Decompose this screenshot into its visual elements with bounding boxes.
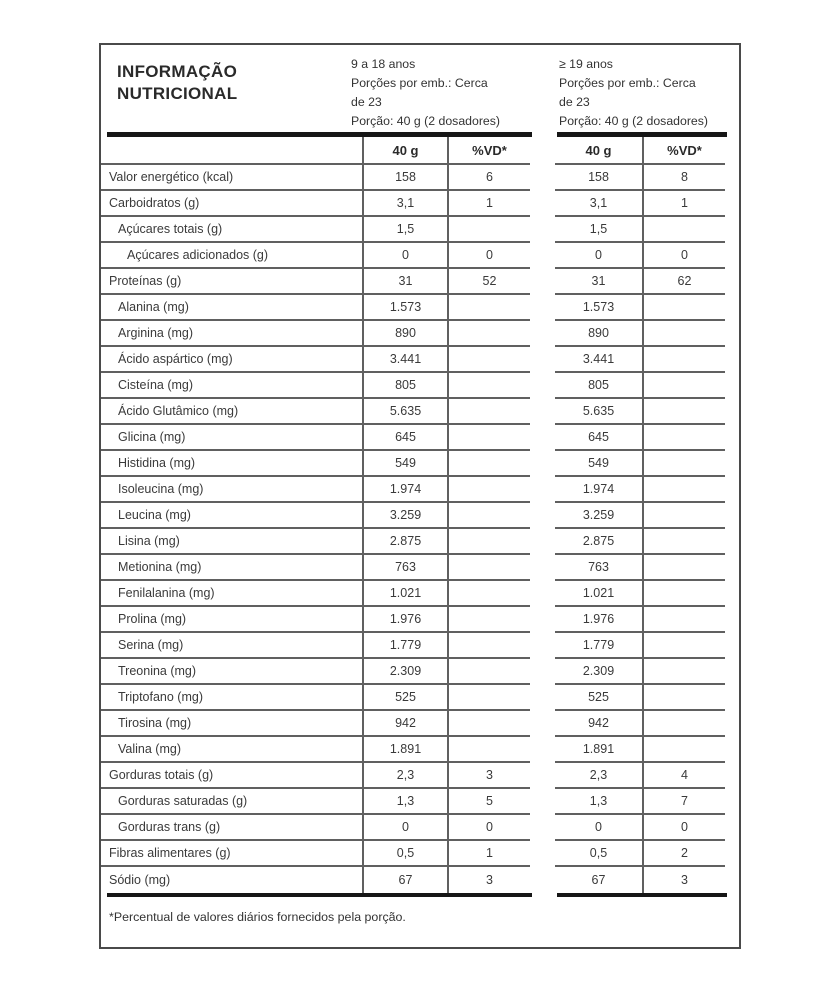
footnote: *Percentual de valores diários fornecidos pela porção. [109,910,406,924]
group-gap [530,529,555,555]
age-group-1-range: 9 a 18 anos [351,57,416,71]
qty-9-18: 0 [362,815,447,841]
qty-9-18: 549 [362,451,447,477]
vd-9-18 [447,581,530,607]
table-row [101,399,739,425]
qty-19plus: 67 [591,873,606,887]
nutrient-name: Isoleucina (mg) [101,477,362,503]
vd-19plus [642,399,725,425]
vd-9-18 [447,347,530,373]
vd-19plus: 1 [642,191,725,217]
qty-19plus: 3,1 [555,191,642,217]
table-row [101,711,739,737]
group-gap [530,555,555,581]
vd-19plus [642,503,725,529]
vd-9-18 [447,685,530,711]
qty-19plus: 645 [555,425,642,451]
group-gap [530,763,555,789]
group-gap [530,425,555,451]
table-row [101,607,739,633]
vd-9-18 [447,503,530,529]
vd-19plus [642,581,725,607]
group-gap [530,165,555,191]
qty-9-18: 31 [362,269,447,295]
nutrient-name: Arginina (mg) [101,321,362,347]
group-gap [530,191,555,217]
group-gap [530,815,555,841]
nutrient-name: Glicina (mg) [101,425,362,451]
group-gap [530,243,555,269]
group-gap [530,217,555,243]
qty-9-18: 2.309 [362,659,447,685]
qty-9-18: 2.875 [362,529,447,555]
table-row [101,503,739,529]
nutrient-name: Fibras alimentares (g) [101,841,362,867]
age-group-2-servings-line2: de 23 [559,95,590,110]
qty-19plus: 1.976 [555,607,642,633]
nutrient-name: Gorduras trans (g) [101,815,362,841]
column-header-vd-19plus: %VD* [642,137,725,165]
nutrient-name: Valina (mg) [101,737,362,763]
qty-19plus: 805 [555,373,642,399]
table-row [101,867,739,893]
group-gap [530,789,555,815]
age-group-1-servings-line1: Porções por emb.: Cerca [351,76,488,91]
qty-19plus: 158 [555,165,642,191]
qty-9-18: 2,3 [362,763,447,789]
vd-19plus [642,737,725,763]
vd-19plus: 3 [642,867,725,893]
age-group-1-portion: Porção: 40 g (2 dosadores) [351,114,501,129]
vd-9-18 [447,737,530,763]
nutrient-name: Alanina (mg) [101,295,362,321]
vd-9-18 [447,711,530,737]
vd-9-18: 6 [447,165,530,191]
nutrient-name: Histidina (mg) [101,451,362,477]
table-row [101,321,739,347]
group-gap [530,685,555,711]
nutrient-name: Gorduras saturadas (g) [101,789,362,815]
vd-19plus [642,347,725,373]
nutrient-name: Treonina (mg) [101,659,362,685]
vd-19plus: 0 [642,243,725,269]
vd-9-18 [447,451,530,477]
nutrient-name: Prolina (mg) [101,607,362,633]
table-row [101,477,739,503]
qty-9-18: 0 [362,243,447,269]
column-header-row [101,137,739,165]
qty-19plus: 0 [555,815,642,841]
table-row [101,269,739,295]
nutrition-facts-table [99,43,741,949]
table-row [101,191,739,217]
qty-9-18: 763 [362,555,447,581]
table-row [101,685,739,711]
table-row [101,763,739,789]
nutrient-name: Sódio (mg) [109,873,171,887]
vd-19plus: 2 [642,841,725,867]
table-row [101,659,739,685]
table-row [101,841,739,867]
group-gap [530,347,555,373]
qty-9-18: 5.635 [362,399,447,425]
vd-19plus [642,295,725,321]
vd-9-18: 1 [447,191,530,217]
qty-9-18: 0,5 [362,841,447,867]
nutrient-name: Açúcares adicionados (g) [101,243,362,269]
vd-19plus: 62 [642,269,725,295]
vd-9-18: 0 [447,815,530,841]
table-row [101,425,739,451]
age-group-1-header [351,55,559,132]
age-group-2-range: ≥ 19 anos [559,57,613,71]
vd-9-18: 0 [447,243,530,269]
age-group-1-servings-line2: de 23 [351,95,382,110]
vd-19plus [642,321,725,347]
group-gap [530,867,555,893]
table-row [101,581,739,607]
table-row [101,165,739,191]
table-row [101,737,739,763]
qty-19plus: 3.441 [555,347,642,373]
qty-9-18: 1,5 [362,217,447,243]
nutrient-name: Lisina (mg) [101,529,362,555]
nutrient-name: Ácido Glutâmico (mg) [101,399,362,425]
nutrient-name: Fenilalanina (mg) [101,581,362,607]
nutrient-name: Triptofano (mg) [101,685,362,711]
vd-9-18 [447,529,530,555]
group-gap [530,269,555,295]
qty-9-18: 1.779 [362,633,447,659]
vd-9-18 [447,399,530,425]
footer-bar-group2 [557,893,727,897]
table-row [101,243,739,269]
column-header-qty-9-18: 40 g [362,137,447,165]
group-gap [530,659,555,685]
age-group-2-portion: Porção: 40 g (2 dosadores) [559,114,709,129]
qty-9-18: 3.259 [362,503,447,529]
column-header-qty-19plus: 40 g [555,137,642,165]
vd-19plus: 8 [642,165,725,191]
vd-9-18 [447,425,530,451]
age-group-2-header [559,55,739,132]
vd-9-18 [447,555,530,581]
qty-19plus: 3.259 [555,503,642,529]
qty-9-18: 525 [362,685,447,711]
qty-19plus: 1,3 [555,789,642,815]
qty-19plus: 942 [555,711,642,737]
group-gap [530,633,555,659]
qty-19plus: 1.974 [555,477,642,503]
nutrient-name: Gorduras totais (g) [101,763,362,789]
qty-19plus: 525 [555,685,642,711]
group-gap [530,477,555,503]
vd-19plus [642,217,725,243]
table-header [101,45,739,132]
nutrient-name: Carboidratos (g) [101,191,362,217]
qty-9-18: 3,1 [362,191,447,217]
vd-19plus: 4 [642,763,725,789]
group-gap [530,607,555,633]
group-gap [530,503,555,529]
vd-19plus [642,555,725,581]
title-line-2: NUTRICIONAL [117,84,238,104]
vd-9-18: 1 [447,841,530,867]
qty-9-18: 942 [362,711,447,737]
footer-divider-bars [101,893,739,897]
qty-19plus: 5.635 [555,399,642,425]
vd-9-18 [447,607,530,633]
qty-9-18: 1.573 [362,295,447,321]
vd-9-18: 52 [447,269,530,295]
vd-19plus [642,607,725,633]
table-row [101,815,739,841]
table-row [101,217,739,243]
table-row [101,529,739,555]
vd-9-18: 3 [447,867,530,893]
qty-9-18: 1.021 [362,581,447,607]
table-row [101,633,739,659]
table-row [101,451,739,477]
qty-9-18: 1.976 [362,607,447,633]
nutrient-name: Serina (mg) [101,633,362,659]
qty-19plus: 2.875 [555,529,642,555]
group-gap [530,451,555,477]
group-gap [530,321,555,347]
vd-19plus [642,659,725,685]
table-row [101,789,739,815]
age-group-2-servings-line1: Porções por emb.: Cerca [559,76,696,91]
qty-19plus: 1.021 [555,581,642,607]
qty-9-18: 158 [362,165,447,191]
nutrient-name: Proteínas (g) [101,269,362,295]
vd-9-18 [447,295,530,321]
qty-19plus: 2.309 [555,659,642,685]
vd-9-18 [447,321,530,347]
group-gap [530,581,555,607]
vd-19plus: 7 [642,789,725,815]
group-gap [530,711,555,737]
table-title [101,55,351,132]
qty-9-18: 3.441 [362,347,447,373]
qty-9-18: 1.891 [362,737,447,763]
qty-19plus: 1.779 [555,633,642,659]
qty-19plus: 549 [555,451,642,477]
nutrient-name: Metionina (mg) [101,555,362,581]
group-gap [530,295,555,321]
qty-19plus: 2,3 [555,763,642,789]
table-row [101,373,739,399]
vd-19plus [642,685,725,711]
column-header-spacer [101,137,362,165]
vd-19plus [642,529,725,555]
vd-19plus [642,711,725,737]
qty-19plus: 1,5 [555,217,642,243]
title-line-1: INFORMAÇÃO [117,62,238,81]
qty-9-18: 1.974 [362,477,447,503]
vd-19plus: 0 [642,815,725,841]
nutrient-name: Cisteína (mg) [101,373,362,399]
vd-19plus [642,451,725,477]
qty-9-18: 805 [362,373,447,399]
footer-bar-group1 [107,893,532,897]
vd-9-18 [447,633,530,659]
vd-9-18 [447,217,530,243]
vd-9-18 [447,659,530,685]
group-gap [530,737,555,763]
group-gap [530,373,555,399]
vd-19plus [642,477,725,503]
group-gap [530,399,555,425]
vd-9-18: 5 [447,789,530,815]
group-gap [530,137,555,165]
vd-19plus [642,633,725,659]
qty-19plus: 1.891 [555,737,642,763]
nutrient-name: Tirosina (mg) [101,711,362,737]
table-row [101,347,739,373]
qty-19plus: 31 [555,269,642,295]
qty-9-18: 1,3 [362,789,447,815]
vd-9-18 [447,373,530,399]
qty-9-18: 890 [362,321,447,347]
vd-19plus [642,425,725,451]
qty-9-18: 645 [362,425,447,451]
qty-19plus: 890 [555,321,642,347]
vd-9-18: 3 [447,763,530,789]
vd-9-18 [447,477,530,503]
nutrient-name: Ácido aspártico (mg) [101,347,362,373]
nutrient-name: Leucina (mg) [101,503,362,529]
nutrient-name: Valor energético (kcal) [101,165,362,191]
qty-19plus: 0 [555,243,642,269]
nutrient-rows [101,165,739,893]
qty-19plus: 1.573 [555,295,642,321]
nutrient-name: Açúcares totais (g) [101,217,362,243]
table-row [101,555,739,581]
group-gap [530,841,555,867]
qty-19plus: 0,5 [555,841,642,867]
table-row [101,295,739,321]
column-header-vd-9-18: %VD* [447,137,530,165]
vd-19plus [642,373,725,399]
qty-19plus: 763 [555,555,642,581]
qty-9-18: 67 [362,867,447,893]
